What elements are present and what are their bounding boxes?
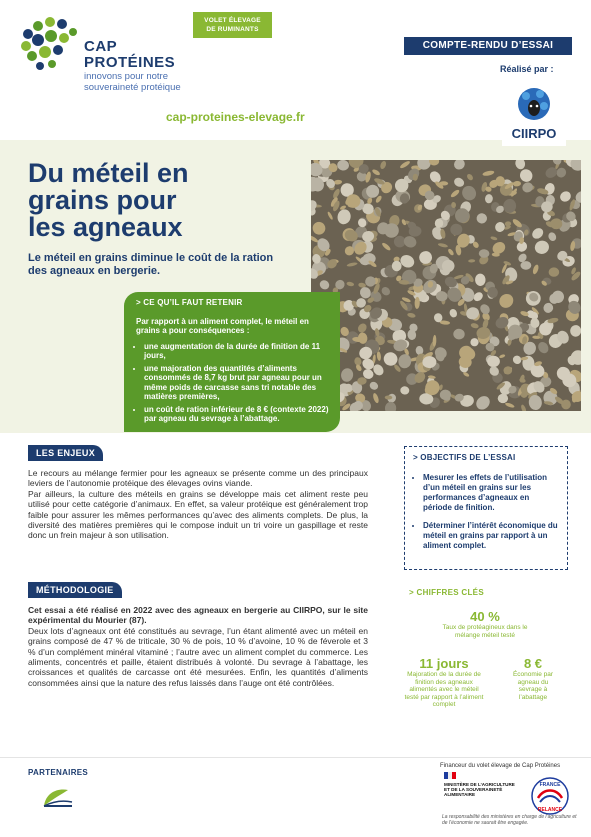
enjeux-text [28, 468, 368, 541]
enjeux-paragraph-2: Par ailleurs, la culture des méteils en grains se développe mais cet aliment reste peu utilisé pour cette catégorie d’animaux. En effet, sa valeur protéique est généralement trop faible pour assurer les mêmes performances qu’avec des aliments complets. De plus, la diversité des matières premières qui le compose induit un tri voire un gaspillage et reste donc un frein majeur à son utilisation. [28, 488, 368, 541]
key-figure-label: Économie par agneau du sevrage à l’abattage [512, 671, 554, 701]
methodologie-text [28, 605, 368, 688]
objectives-heading: > OBJECTIFS DE L’ESSAI [413, 453, 516, 462]
tagline-line-1: innovons pour notre [84, 71, 168, 82]
footer-divider [0, 757, 591, 758]
ciirpo-logo [502, 80, 566, 146]
brand-tagline [84, 71, 181, 93]
objectives-box [404, 446, 568, 570]
sheep-icon [502, 80, 566, 146]
key-takeaways-list [136, 342, 330, 424]
grain [496, 176, 505, 186]
brand-line-1: CAP [84, 38, 118, 55]
key-figure-value: 40 % [470, 609, 500, 624]
animal-dots-icon [18, 14, 80, 74]
volet-line-2: DE RUMINANTS [206, 26, 259, 33]
partner-logo [28, 784, 88, 810]
methodologie-heading: MÉTHODOLOGIE [28, 582, 122, 598]
key-figures-heading: > CHIFFRES CLÉS [409, 588, 484, 597]
cap-proteines-logo [18, 14, 193, 104]
website-link[interactable]: cap-proteines-elevage.fr [166, 110, 305, 124]
partners-heading: PARTENAIRES [28, 768, 89, 777]
brand-line-2: PROTÉINES [84, 54, 176, 71]
methodologie-paragraph-1: Cet essai a été réalisé en 2022 avec des agneaux en bergerie au CIIRPO, sur le site expérimental du Mourier (87). [28, 605, 368, 626]
list-item: • une augmentation de la durée de finition de 11 jours, [144, 342, 330, 361]
title-line-1: Du méteil en [28, 158, 189, 188]
list-item: • Déterminer l’intérêt économique du méteil en grains par rapport à un aliment complet. [423, 521, 559, 551]
volet-line-1: VOLET ÉLEVAGE [204, 17, 261, 24]
volet-badge [193, 12, 272, 38]
france-relance-seal-icon [530, 776, 570, 816]
list-item: • un coût de ration inférieur de 8 € (contexte 2022) par agneau du sevrage à l’abattage. [144, 405, 330, 424]
title-line-3: les agneaux [28, 212, 183, 242]
key-takeaways-intro: Par rapport à un aliment complet, le méteil en grains a pour conséquences : [136, 316, 309, 335]
key-figure-savings [506, 657, 560, 701]
methodologie-paragraph-2: Deux lots d’agneaux ont été constitués au sevrage, l’un étant alimenté avec un méteil en grains composé de 47 % de triticale, 30 % de pois, 10 % d’avoine, 10 % de féverole et 3 % d’un complément minéral vitaminé ; l’autre avec un aliment complet du commerce. Les aliments, concentrés et paille, étaient distribués à volonté. Du sevrage à l’abattage, les croissances et qualités de carcasse ont été mesurées. Enfin, les quantités d’aliments consommées ainsi que la nature des refus laissés dans l’auge ont été contrôlées. [28, 625, 368, 688]
grain-photo [311, 160, 581, 411]
partner-leaf-icon [28, 784, 88, 810]
key-figure-label: Majoration de la durée de finition des agneaux alimentés avec le méteil testé par rapport à l’aliment complet [404, 671, 484, 708]
list-item: • Mesurer les effets de l’utilisation d’un méteil en grains sur les performances d’agneaux en période de finition. [423, 473, 559, 513]
page-subtitle: Le méteil en grains diminue le coût de la ration des agneaux en bergerie. [28, 252, 274, 277]
enjeux-paragraph-1: Le recours au mélange fermier pour les agneaux se présente comme un des principaux leviers de l’autonomie protéique des élevages ovins viande. [28, 468, 368, 489]
grain-texture-image [311, 160, 581, 411]
tagline-line-2: souveraineté protéique [84, 82, 181, 93]
title-line-2: grains pour [28, 185, 177, 215]
ministry-logo [444, 772, 524, 812]
key-figure-label: Taux de protéagineux dans le mélange méteil testé [442, 624, 528, 639]
relance-bottom-text: RELANCE [537, 807, 563, 813]
enjeux-heading: LES ENJEUX [28, 445, 103, 461]
key-figure-value: 11 jours [419, 656, 469, 671]
grain [346, 194, 360, 208]
list-item: • une majoration des quantités d’aliments consommés de 8,7 kg brut par agneau pour un même poids de carcasse sans tri notable des matières premières, [144, 364, 330, 402]
key-figure-value: 8 € [523, 656, 543, 671]
ministry-name: MINISTÈRE DE L’AGRICULTURE ET DE LA SOUVERAINETÉ ALIMENTAIRE [444, 782, 515, 798]
relance-top-text: FRANCE [539, 782, 561, 788]
france-relance-logo [530, 776, 570, 816]
brand-name [84, 39, 175, 71]
key-takeaways-box [124, 292, 340, 432]
ciirpo-logo-text: CIIRPO [511, 126, 557, 141]
key-figure-protein [436, 610, 534, 639]
grain [498, 394, 508, 403]
objectives-list [413, 473, 559, 551]
compte-rendu-banner: COMPTE-RENDU D’ESSAI [404, 37, 572, 55]
key-figure-duration [404, 657, 484, 709]
disclaimer: La responsabilité des ministères en charge de l’agriculture et de l’économie ne saurait être engagée. [442, 814, 577, 826]
realise-par-label: Réalisé par : [500, 64, 554, 74]
financeur-label: Financeur du volet élevage de Cap Protéines [440, 763, 561, 769]
key-takeaways-heading: > CE QU’IL FAUT RETENIR [136, 298, 243, 307]
page-title [28, 160, 288, 241]
